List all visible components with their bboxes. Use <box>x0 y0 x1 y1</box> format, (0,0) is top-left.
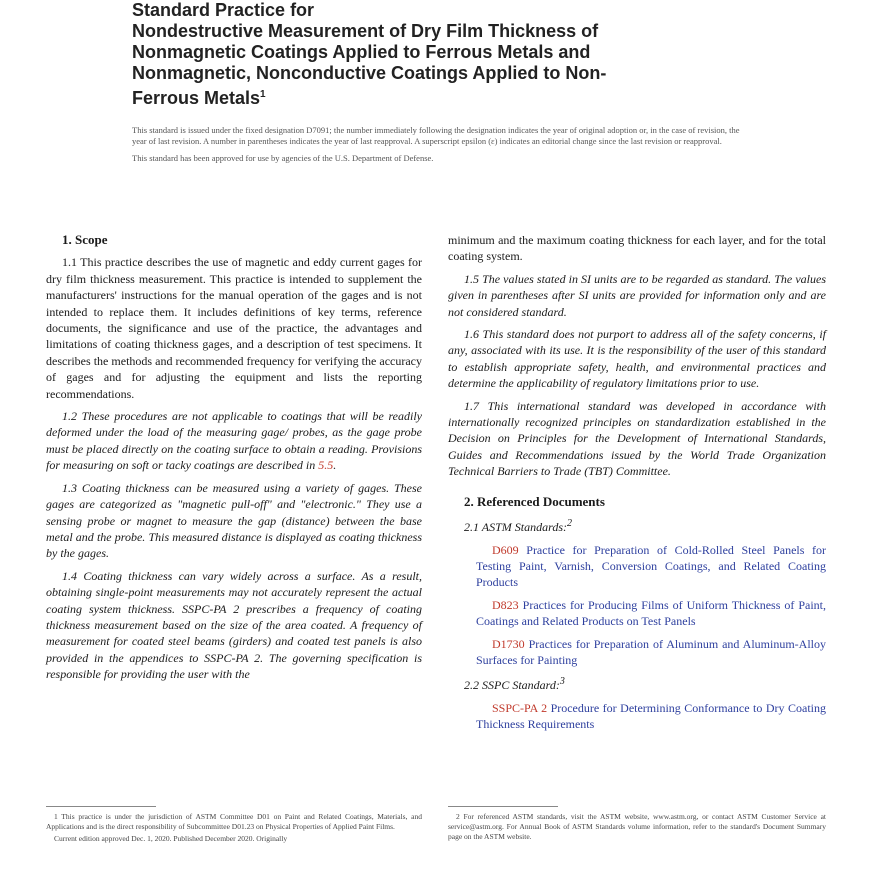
astm-reference-list <box>448 542 826 669</box>
right-column <box>448 232 826 739</box>
title-line: Nonmagnetic Coatings Applied to Ferrous Metals and <box>132 42 591 62</box>
title-footnote-mark[interactable]: 1 <box>260 89 266 100</box>
reference-title-link[interactable]: Practice for Preparation of Cold-Rolled Steel Panels for Testing Paint, Varnish, Conversion Coatings, and Related Coating Products <box>476 542 826 590</box>
left-column <box>46 232 422 689</box>
reference-item <box>448 636 826 669</box>
title-line: Nondestructive Measurement of Dry Film Thickness of <box>132 21 599 41</box>
title-line: Nonmagnetic, Nonconductive Coatings Applied to Non- <box>132 63 607 83</box>
paragraph-1-1: 1.1 This practice describes the use of magnetic and eddy current gages for dry film thickness measurement. This practice is intended to supplement the manufacturers' instructions for the manual operation of the gages and is not intended to replace them. It includes definitions of key terms, reference documents, the significance and use of the practice, the advantages and limitations of coating thickness gages, and a description of test specimens. It describes the methods and recommended frequency for verifying the accuracy of gages and for adjusting the equipment and lists the reporting recommendations. <box>46 255 422 401</box>
reference-code-link[interactable]: SSPC-PA 2 <box>492 700 548 715</box>
header-notes <box>132 125 752 164</box>
footnote-mark-2[interactable]: 2 <box>567 518 573 530</box>
document-title <box>132 0 752 109</box>
reference-title-link[interactable]: Practices for Producing Films of Uniform Thickness of Paint, Coatings and Related Products on Test Panels <box>476 597 827 629</box>
paragraph-1-2-text: 1.2 These procedures are not applicable to coatings that will be readily deformed under the load of the measuring gage/ probes, as the gage probe must be placed directly on the coating surface to obtain a reading. Provisions for measuring on soft or tacky coatings are described in <box>46 409 422 473</box>
paragraph-1-4-cont: minimum and the maximum coating thickness for each layer, and for the total coating system. <box>448 233 826 264</box>
subsection-astm-standards <box>448 516 826 535</box>
footnote-2: 2 For referenced ASTM standards, visit the ASTM website, www.astm.org, or contact ASTM Customer Service at service@astm.org. For Annual Book of ASTM Standards volume information, refer to the standard's Document Summary page on the ASTM website. <box>448 812 826 841</box>
paragraph-1-7: 1.7 This international standard was developed in accordance with internationally recognized principles on standardization established in the Decision on Principles for the Development of International Standards, Guides and Recommendations issued by the World Trade Organization Technical Barriers to Trade (TBT) Committee. <box>448 398 826 479</box>
paragraph-1-3: 1.3 Coating thickness can be measured using a variety of gages. These gages are categorized as "magnetic pull-off" and "electronic." They use a sensing probe or magnet to measure the gap (distance) between the base metal and the probe. This measured distance is displayed as coating thickness by the gages. <box>46 480 422 561</box>
paragraph-1-5: 1.5 The values stated in SI units are to be regarded as standard. The values given in parentheses after SI units are provided for information only and are not considered standard. <box>448 271 826 319</box>
title-line: Ferrous Metals <box>132 88 261 108</box>
paragraph-1-2 <box>46 408 422 474</box>
section-heading-referenced-documents: 2. Referenced Documents <box>464 493 605 509</box>
reference-code-link[interactable]: D823 <box>492 597 519 612</box>
section-ref-link[interactable]: 5.5 <box>318 458 334 473</box>
reference-title-link[interactable]: Practices for Preparation of Aluminum and Aluminum-Alloy Surfaces for Painting <box>476 636 827 667</box>
title-line: Standard Practice for <box>132 0 315 20</box>
subsection-sspc-label: 2.2 SSPC Standard: <box>464 678 560 693</box>
subsection-sspc-standard <box>448 674 826 693</box>
footnote-1-cont: Current edition approved Dec. 1, 2020. Published December 2020. Originally <box>54 834 288 843</box>
sspc-reference-list <box>448 700 826 733</box>
footnote-divider-left <box>46 806 156 807</box>
reference-code-link[interactable]: D609 <box>492 542 519 557</box>
reference-item <box>448 542 826 591</box>
paragraph-1-4: 1.4 Coating thickness can vary widely across a surface. As a result, obtaining single-point measurements may not accurately represent the actual coating system thickness. SSPC-PA 2 prescribes a frequency of coating thickness measurement based on the size of the area coated. A frequency of measurement for coated steel beams (girders) and coated test panels is also provided in the appendices to SSPC-PA 2. The governing specification is responsible for providing the user with the <box>46 568 422 682</box>
section-heading-scope: 1. Scope <box>62 232 108 247</box>
paragraph-1-2-end: . <box>333 458 337 473</box>
paragraph-1-6: 1.6 This standard does not purport to address all of the safety concerns, if any, associated with its use. It is the responsibility of the user of this standard to establish appropriate safety, health, and environmental practices and determine the applicability of regulatory limitations prior to use. <box>448 327 826 391</box>
approval-note: This standard has been approved for use by agencies of the U.S. Department of Defense. <box>132 153 434 163</box>
reference-title-link[interactable]: Procedure for Determining Conformance to Dry Coating Thickness Requirements <box>476 700 826 732</box>
reference-code-link[interactable]: D1730 <box>492 636 525 651</box>
document-header <box>132 0 752 170</box>
footnote-divider-right <box>448 806 558 807</box>
footnotes-right <box>448 812 826 844</box>
reference-item <box>448 597 826 630</box>
subsection-astm-label: 2.1 ASTM Standards: <box>464 520 568 535</box>
reference-item <box>448 700 826 733</box>
designation-note: This standard is issued under the fixed designation D7091; the number immediately following the designation indicates the year of original adoption or, in the case of revision, the year of last revision. A number in parentheses indicates the year of last reapproval. A superscript epsilon (ε) indicates an editorial change since the last revision or reapproval. <box>132 125 740 146</box>
footnotes-left <box>46 812 422 846</box>
footnote-mark-3[interactable]: 3 <box>559 676 565 688</box>
footnote-1: 1 This practice is under the jurisdiction of ASTM Committee D01 on Paint and Related Coatings, Materials, and Applications and is the direct responsibility of Subcommittee D01.23 on Physical Properties of Applied Paint Films. <box>46 812 422 831</box>
